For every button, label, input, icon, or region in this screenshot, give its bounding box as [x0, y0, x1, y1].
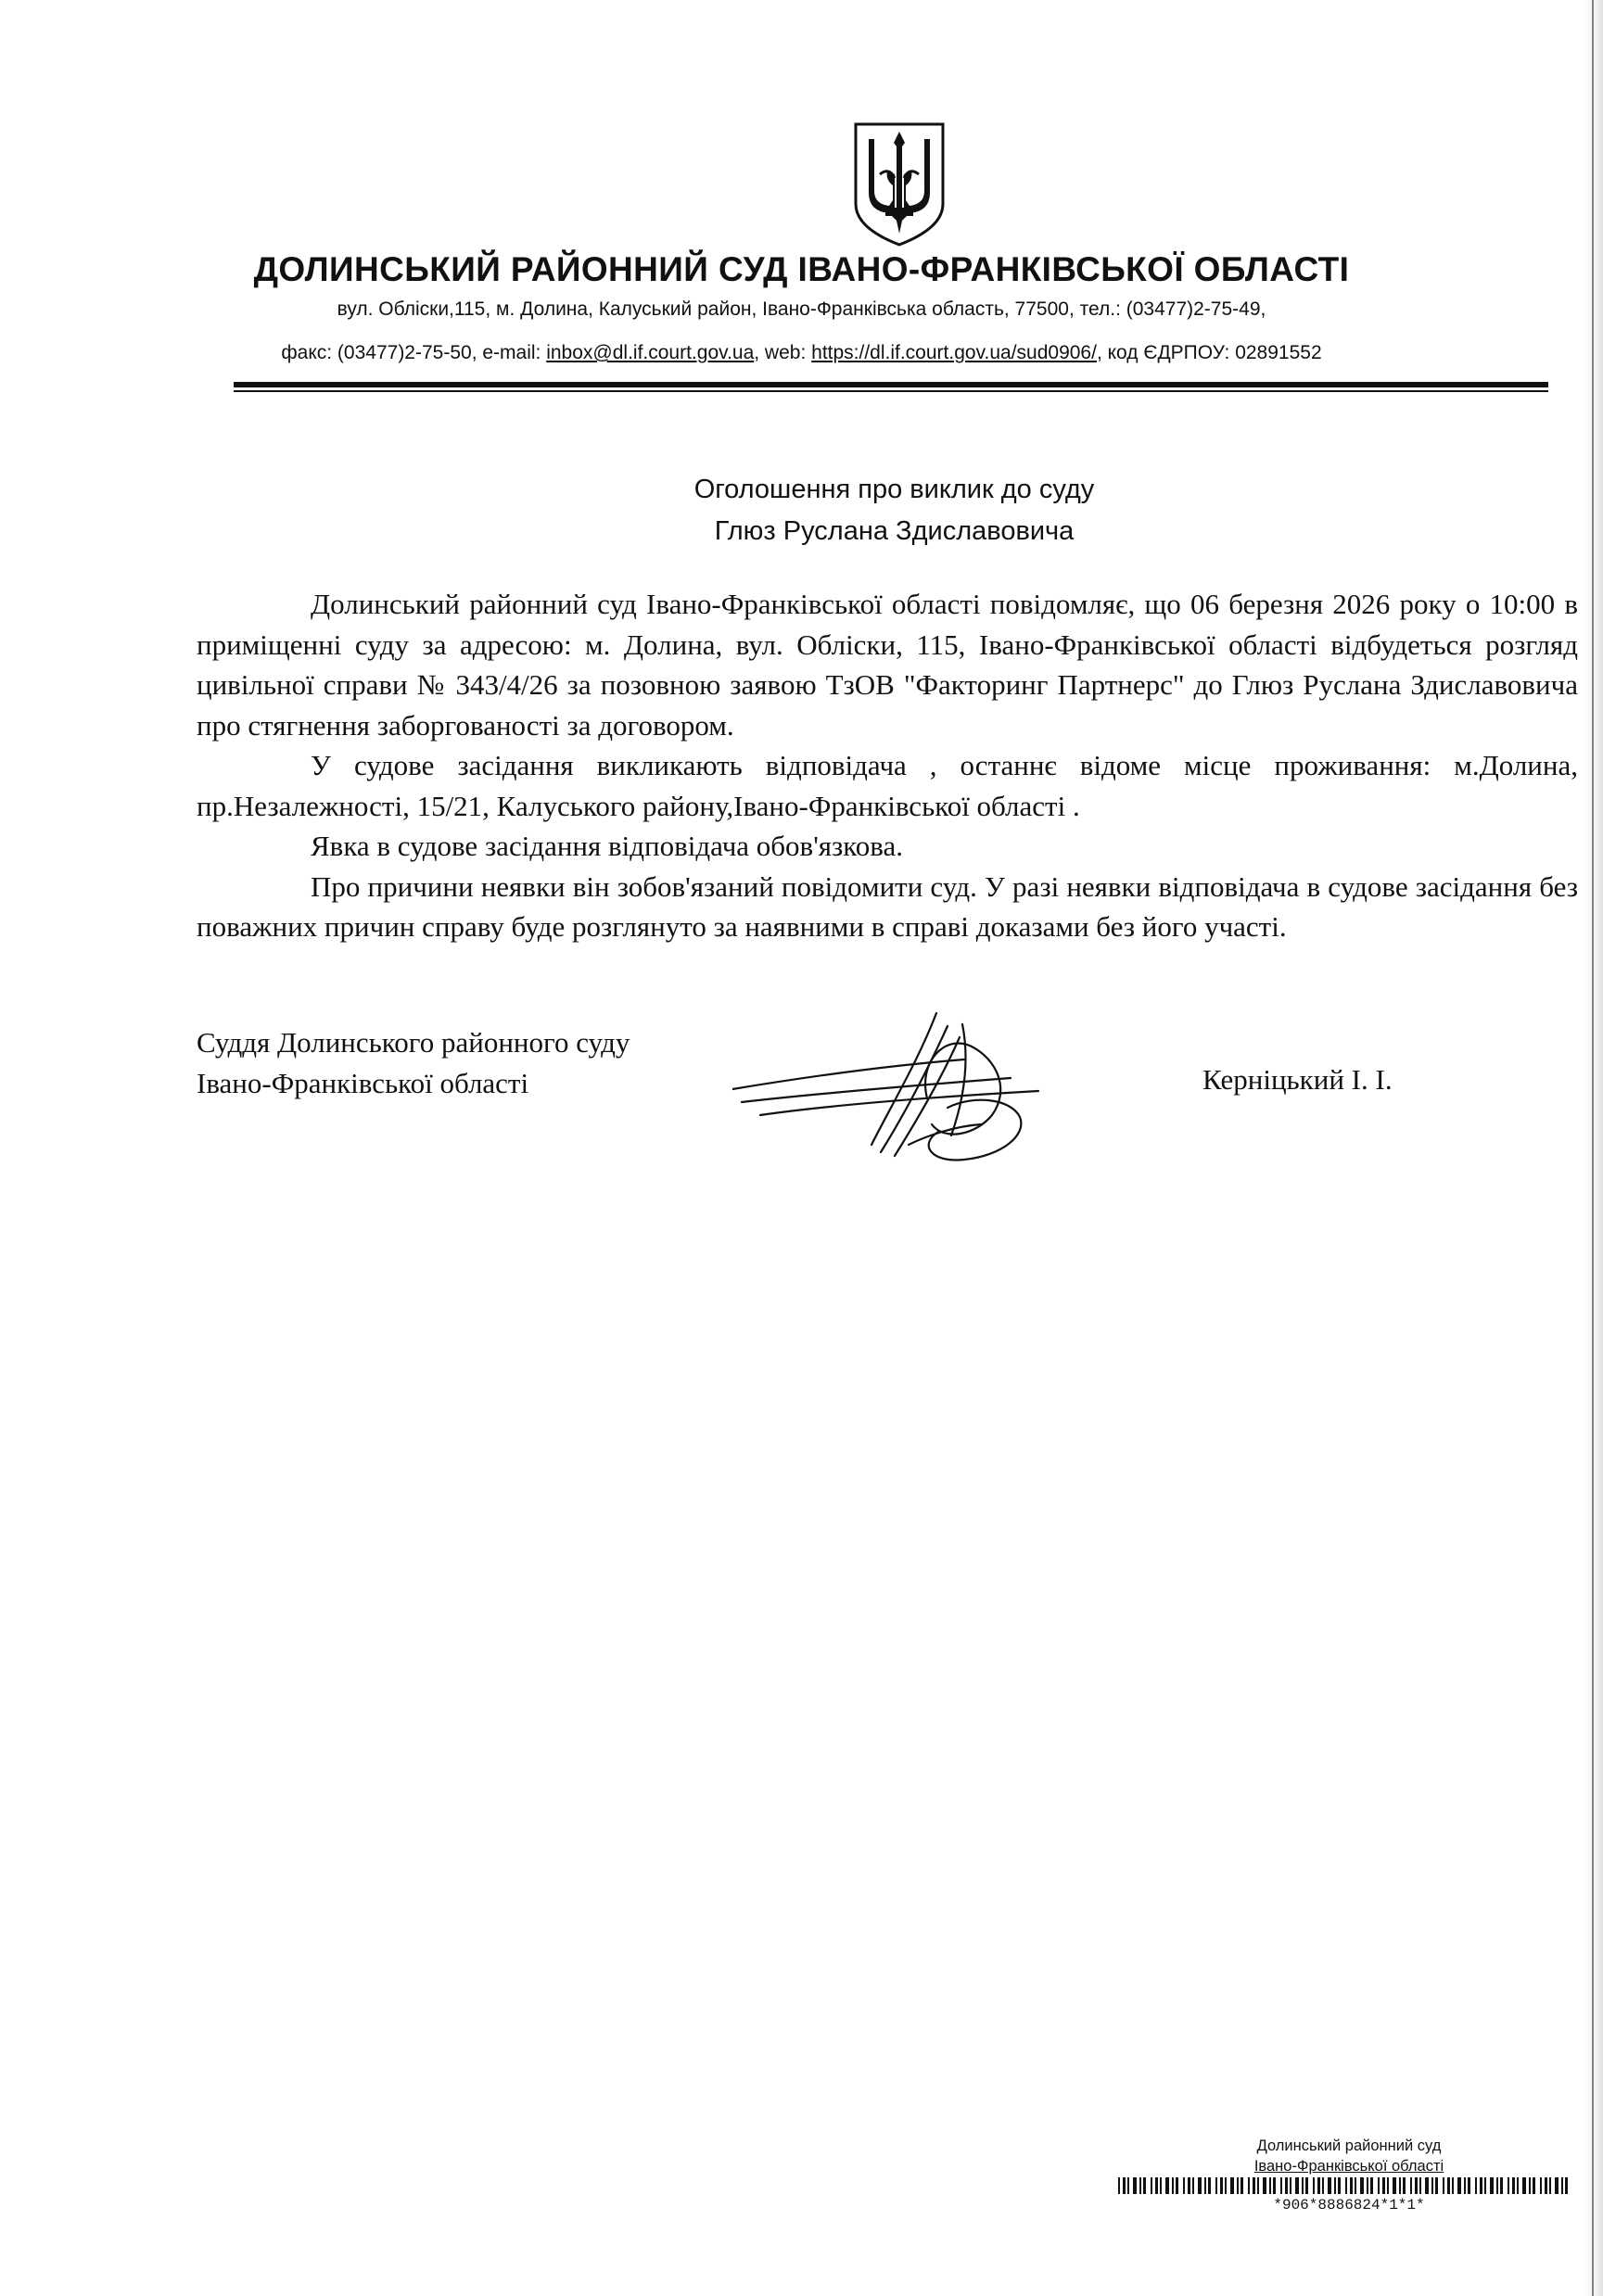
announcement-title: Оголошення про виклик до суду	[693, 475, 1095, 504]
paragraph-consequences: Про причини неявки він зобов'язаний повідомити суд. У разі неявки відповідача в судове засідання без поважних причин справу буде розглянуто за наявними в справі доказами без його участі.	[197, 869, 1578, 943]
barcode-bar	[1443, 2177, 1444, 2194]
barcode-bar	[1273, 2177, 1276, 2194]
barcode-bar	[1151, 2177, 1152, 2194]
coat-of-arms-icon	[848, 119, 950, 248]
barcode-bar	[1500, 2177, 1503, 2194]
barcode	[1118, 2177, 1572, 2194]
barcode-bar	[1192, 2177, 1194, 2194]
judge-signature	[732, 1006, 1048, 1173]
barcode-bar	[1410, 2177, 1412, 2194]
barcode-bar	[1382, 2177, 1385, 2194]
barcode-bar	[1447, 2177, 1450, 2194]
web-label: , web:	[754, 342, 812, 363]
barcode-bar	[1285, 2177, 1288, 2194]
barcode-bar	[1143, 2177, 1146, 2194]
barcode-bar	[1263, 2177, 1266, 2194]
barcode-bar	[1345, 2177, 1347, 2194]
header-divider-thick	[234, 382, 1548, 387]
barcode-bar	[1160, 2177, 1162, 2194]
barcode-bar	[1464, 2177, 1466, 2194]
barcode-bar	[1484, 2177, 1486, 2194]
registration-stamp	[1215, 2136, 1483, 2176]
barcode-bar	[1328, 2177, 1331, 2194]
barcode-bar	[1367, 2177, 1368, 2194]
barcode-bar	[1425, 2177, 1429, 2194]
barcode-bar	[1230, 2177, 1234, 2194]
barcode-bar	[1269, 2177, 1271, 2194]
barcode-bar	[1480, 2177, 1482, 2194]
court-address: вул. Обліски,115, м. Долина, Калуський район, Івано-Франківська область, 77500, тел.: (03477)2-75-49,	[337, 298, 1266, 320]
barcode-bar	[1317, 2177, 1320, 2194]
barcode-bar	[1475, 2177, 1477, 2194]
barcode-bar	[1522, 2177, 1526, 2194]
barcode-bar	[1545, 2177, 1547, 2194]
barcode-bar	[1533, 2177, 1535, 2194]
fax-label: факс: (03477)2-75-50, e-mail:	[281, 342, 547, 363]
barcode-bar	[1549, 2177, 1551, 2194]
barcode-bar	[1240, 2177, 1243, 2194]
barcode-bar	[1468, 2177, 1470, 2194]
barcode-bar	[1508, 2177, 1509, 2194]
barcode-bar	[1415, 2177, 1418, 2194]
barcode-bar	[1305, 2177, 1308, 2194]
stamp-court-line1: Долинський районний суд	[1256, 2137, 1442, 2154]
barcode-bar	[1253, 2177, 1255, 2194]
paragraph-attendance: Явка в судове засідання відповідача обов'язкова.	[311, 830, 904, 862]
barcode-bar	[1431, 2177, 1433, 2194]
announcement-defendant-name: Глюз Руслана Здиславовича	[714, 516, 1075, 546]
barcode-bar	[1220, 2177, 1223, 2194]
barcode-bar	[1127, 2177, 1129, 2194]
barcode-bar	[1215, 2177, 1217, 2194]
barcode-bar	[1302, 2177, 1304, 2194]
barcode-bar	[1155, 2177, 1158, 2194]
barcode-bar	[1208, 2177, 1211, 2194]
barcode-bar	[1280, 2177, 1282, 2194]
header-divider-thin	[234, 390, 1548, 392]
barcode-bar	[1529, 2177, 1531, 2194]
barcode-bar	[1237, 2177, 1239, 2194]
barcode-bar	[1435, 2177, 1438, 2194]
barcode-bar	[1403, 2177, 1406, 2194]
paragraph-hearing: Долинський районний суд Івано-Франківської області повідомляє, що 06 березня 2026 року о 10:00 в приміщенні суду за адресою: м. Долина, вул. Обліски, 115, Івано-Франківської області відбудеться розгляд цивільної справи № 343/4/26 за позовною заявою ТзОВ "Факторинг Партнерс" до Глюз Руслана Здиславовича про стягнення заборгованості за договором.	[197, 588, 1578, 742]
barcode-bar	[1257, 2177, 1259, 2194]
barcode-bar	[1172, 2177, 1174, 2194]
judge-title-line1: Суддя Долинського районного суду	[197, 1026, 630, 1059]
judge-name: Керніцький І. І.	[1202, 1063, 1393, 1096]
barcode-bar	[1355, 2177, 1356, 2194]
barcode-bar	[1565, 2177, 1568, 2194]
barcode-bar	[1204, 2177, 1206, 2194]
email-link[interactable]: inbox@dl.if.court.gov.ua	[546, 342, 755, 363]
announcement-body	[197, 584, 1578, 947]
barcode-bar	[1334, 2177, 1336, 2194]
court-contacts	[0, 342, 1603, 364]
barcode-bar	[1338, 2177, 1341, 2194]
barcode-bar	[1248, 2177, 1250, 2194]
barcode-number: *906*8886824*1*1*	[1273, 2197, 1425, 2214]
barcode-bar	[1295, 2177, 1299, 2194]
stamp-court-line2: Івано-Франківської області	[1253, 2158, 1444, 2175]
barcode-bar	[1188, 2177, 1190, 2194]
barcode-bar	[1378, 2177, 1380, 2194]
barcode-bar	[1225, 2177, 1227, 2194]
judge-title-line2: Івано-Франківської області	[197, 1067, 529, 1099]
barcode-bar	[1290, 2177, 1291, 2194]
judge-title	[197, 1022, 630, 1104]
barcode-bar	[1176, 2177, 1178, 2194]
barcode-bar	[1496, 2177, 1498, 2194]
website-link[interactable]: https://dl.if.court.gov.ua/sud0906/	[811, 342, 1097, 363]
barcode-bar	[1540, 2177, 1542, 2194]
barcode-bar	[1350, 2177, 1353, 2194]
barcode-bar	[1393, 2177, 1396, 2194]
barcode-bar	[1118, 2177, 1120, 2194]
barcode-bar	[1123, 2177, 1126, 2194]
barcode-bar	[1198, 2177, 1202, 2194]
barcode-bar	[1561, 2177, 1563, 2194]
barcode-bar	[1419, 2177, 1421, 2194]
barcode-bar	[1512, 2177, 1515, 2194]
barcode-bar	[1452, 2177, 1454, 2194]
edrpou-code: , код ЄДРПОУ: 02891552	[1096, 342, 1322, 363]
barcode-bar	[1133, 2177, 1137, 2194]
barcode-bar	[1139, 2177, 1141, 2194]
court-name: ДОЛИНСЬКИЙ РАЙОННИЙ СУД ІВАНО-ФРАНКІВСЬКОЇ ОБЛАСТІ	[253, 250, 1350, 288]
barcode-bar	[1370, 2177, 1373, 2194]
paragraph-summons: У судове засідання викликають відповідача , останнє відоме місце проживання: м.Долина, пр.Незалежності, 15/21, Калуського району,Івано-Франківської області .	[197, 749, 1578, 822]
barcode-bar	[1387, 2177, 1389, 2194]
barcode-bar	[1457, 2177, 1461, 2194]
barcode-bar	[1490, 2177, 1494, 2194]
barcode-bar	[1555, 2177, 1558, 2194]
barcode-bar	[1517, 2177, 1519, 2194]
barcode-bar	[1165, 2177, 1169, 2194]
barcode-bar	[1399, 2177, 1401, 2194]
barcode-bar	[1313, 2177, 1315, 2194]
barcode-bar	[1360, 2177, 1364, 2194]
barcode-bar	[1183, 2177, 1185, 2194]
barcode-bar	[1322, 2177, 1324, 2194]
